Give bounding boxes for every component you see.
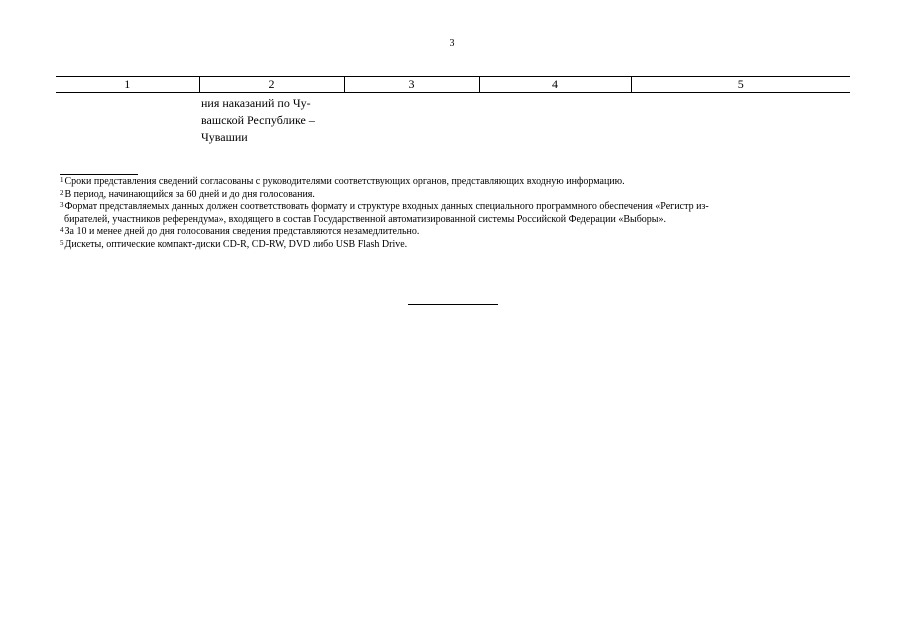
table-cell-5 bbox=[631, 93, 850, 147]
footnote-1 bbox=[60, 176, 850, 189]
table-row bbox=[56, 93, 850, 147]
footnote-3 bbox=[60, 201, 850, 226]
footnote-mark: 5 bbox=[60, 238, 64, 247]
table-cell-2 bbox=[199, 93, 344, 147]
cell-line: вашской Республике – bbox=[201, 113, 315, 127]
footnote-separator bbox=[60, 174, 138, 175]
cell-line: ния наказаний по Чу- bbox=[201, 96, 311, 110]
table-cell-3 bbox=[344, 93, 479, 147]
page-number: 3 bbox=[449, 38, 455, 49]
footnote-mark: 3 bbox=[60, 201, 64, 209]
footnote-mark: 4 bbox=[60, 226, 64, 234]
column-header-2: 2 bbox=[199, 77, 344, 93]
footnote-text: Сроки представления сведений согласованы с руководителями соответствующих органов, представляющих входную информацию. bbox=[64, 176, 625, 187]
footnote-text: Дискеты, оптические компакт-диски CD-R, CD-RW, DVD либо USB Flash Drive. bbox=[64, 238, 408, 250]
footnote-5 bbox=[60, 239, 850, 252]
table-cell-1 bbox=[56, 93, 199, 147]
footnote-mark: 1 bbox=[60, 176, 64, 184]
table-header-row bbox=[56, 77, 850, 93]
footnote-text-continued: бирателей, участников референдума», входящего в состав Государственной автоматизированной системы Российской Федерации «Выборы». bbox=[64, 213, 667, 225]
column-header-5: 5 bbox=[631, 77, 850, 93]
footnote-4 bbox=[60, 226, 850, 239]
end-separator bbox=[408, 304, 498, 305]
column-header-3: 3 bbox=[344, 77, 479, 93]
footnote-2 bbox=[60, 189, 850, 202]
data-table bbox=[56, 76, 850, 146]
column-header-4: 4 bbox=[479, 77, 631, 93]
footnotes bbox=[60, 176, 850, 251]
cell-line: Чувашии bbox=[201, 130, 248, 144]
footnote-mark: 2 bbox=[60, 188, 64, 197]
footnote-text: Формат представляемых данных должен соответствовать формату и структуре входных данных специального программного обеспечения «Регистр из- bbox=[64, 201, 709, 212]
footnote-text: За 10 и менее дней до дня голосования сведения представляются незамедлительно. bbox=[64, 226, 420, 237]
footnote-text: В период, начинающийся за 60 дней и до дня голосования. bbox=[64, 188, 315, 200]
table-cell-4 bbox=[479, 93, 631, 147]
column-header-1: 1 bbox=[56, 77, 199, 93]
